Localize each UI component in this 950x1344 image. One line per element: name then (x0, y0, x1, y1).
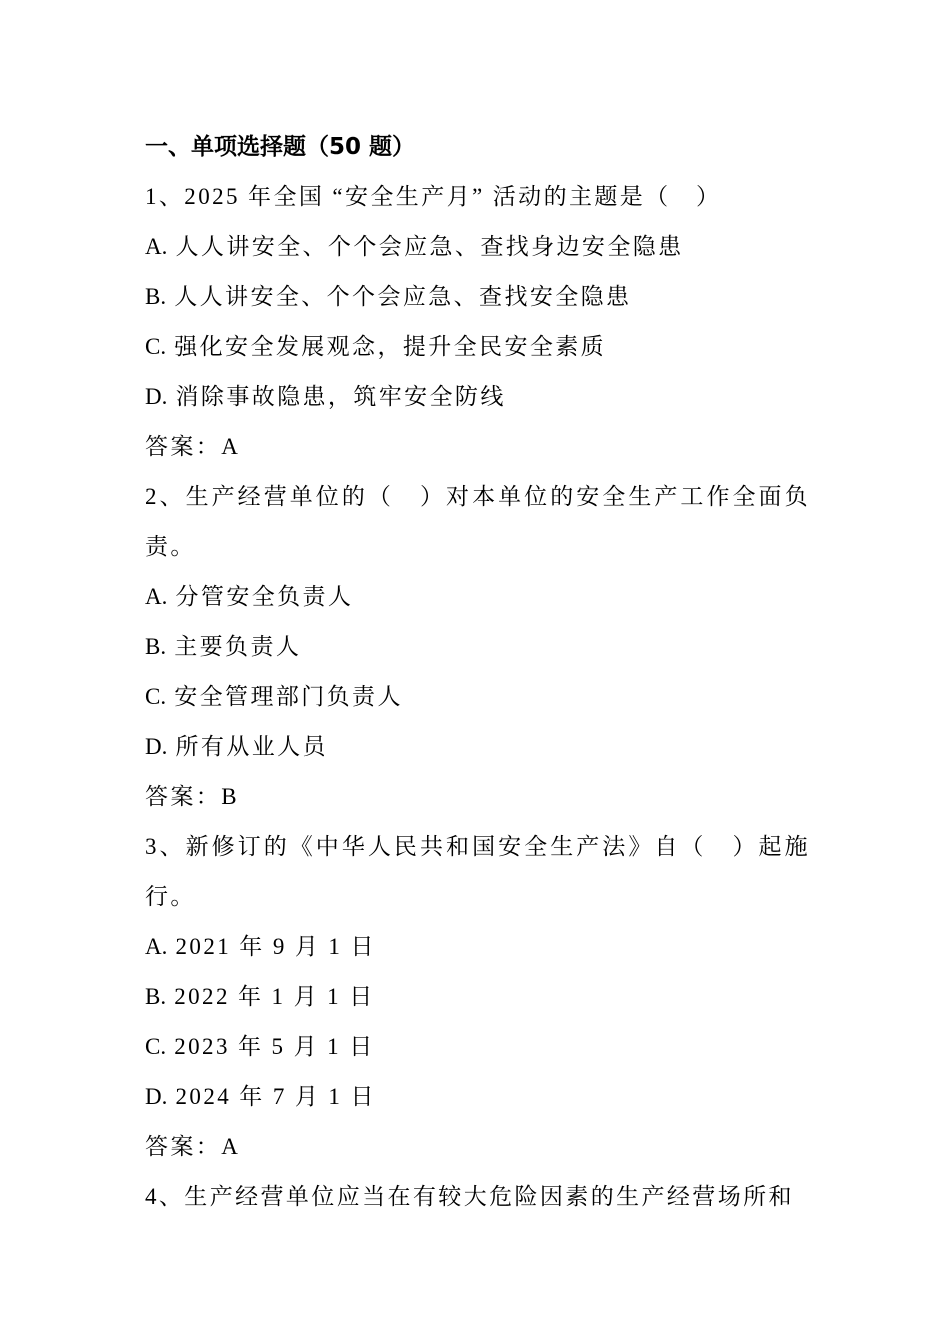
option-b (145, 622, 810, 672)
option-b (145, 272, 810, 322)
option-c (145, 672, 810, 722)
question-stem: 2、生产经营单位的（ ）对本单位的安全生产工作全面负责。 (145, 484, 810, 559)
option-text: 2023 年 5 月 1 日 (174, 1034, 375, 1059)
option-c (145, 322, 810, 372)
option-text: 所有从业人员 (175, 734, 328, 759)
question-stem: 3、新修订的《中华人民共和国安全生产法》自（ ）起施行。 (145, 834, 810, 909)
option-a (145, 222, 810, 272)
answer-line: 答案：B (145, 784, 239, 809)
section-heading: 一、单项选择题（50 题） (145, 134, 416, 160)
option-text: 2024 年 7 月 1 日 (175, 1084, 376, 1109)
option-text: 安全管理部门负责人 (174, 684, 403, 709)
option-c (145, 1022, 810, 1072)
option-letter: C. (145, 334, 167, 359)
option-letter: B. (145, 634, 167, 659)
question-stem: 4、生产经营单位应当在有较大危险因素的生产经营场所和 (145, 1184, 794, 1209)
option-letter: C. (145, 684, 167, 709)
question-block (145, 172, 810, 472)
option-letter: D. (145, 1084, 168, 1109)
option-text: 2021 年 9 月 1 日 (175, 934, 376, 959)
option-a (145, 572, 810, 622)
answer-line: 答案：A (145, 434, 241, 459)
option-d (145, 372, 810, 422)
option-letter: B. (145, 284, 167, 309)
option-text: 人人讲安全、个个会应急、查找身边安全隐患 (175, 234, 684, 259)
option-text: 强化安全发展观念，提升全民安全素质 (174, 334, 607, 359)
option-letter: A. (145, 584, 168, 609)
question-block (145, 822, 810, 1172)
option-text: 人人讲安全、个个会应急、查找安全隐患 (174, 284, 632, 309)
option-text: 2022 年 1 月 1 日 (174, 984, 375, 1009)
option-letter: C. (145, 1034, 167, 1059)
option-d (145, 1072, 810, 1122)
question-stem: 1、2025 年全国 “安全生产月” 活动的主题是（ ） (145, 184, 722, 209)
answer-line: 答案：A (145, 1134, 241, 1159)
option-a (145, 922, 810, 972)
option-letter: A. (145, 234, 168, 259)
option-d (145, 722, 810, 772)
option-letter: B. (145, 984, 167, 1009)
document-page (145, 122, 810, 1222)
option-letter: D. (145, 734, 168, 759)
question-block (145, 472, 810, 822)
option-letter: D. (145, 384, 168, 409)
option-text: 消除事故隐患，筑牢安全防线 (175, 384, 506, 409)
question-block (145, 1172, 810, 1222)
option-text: 分管安全负责人 (175, 584, 354, 609)
option-letter: A. (145, 934, 168, 959)
option-text: 主要负责人 (174, 634, 302, 659)
option-b (145, 972, 810, 1022)
